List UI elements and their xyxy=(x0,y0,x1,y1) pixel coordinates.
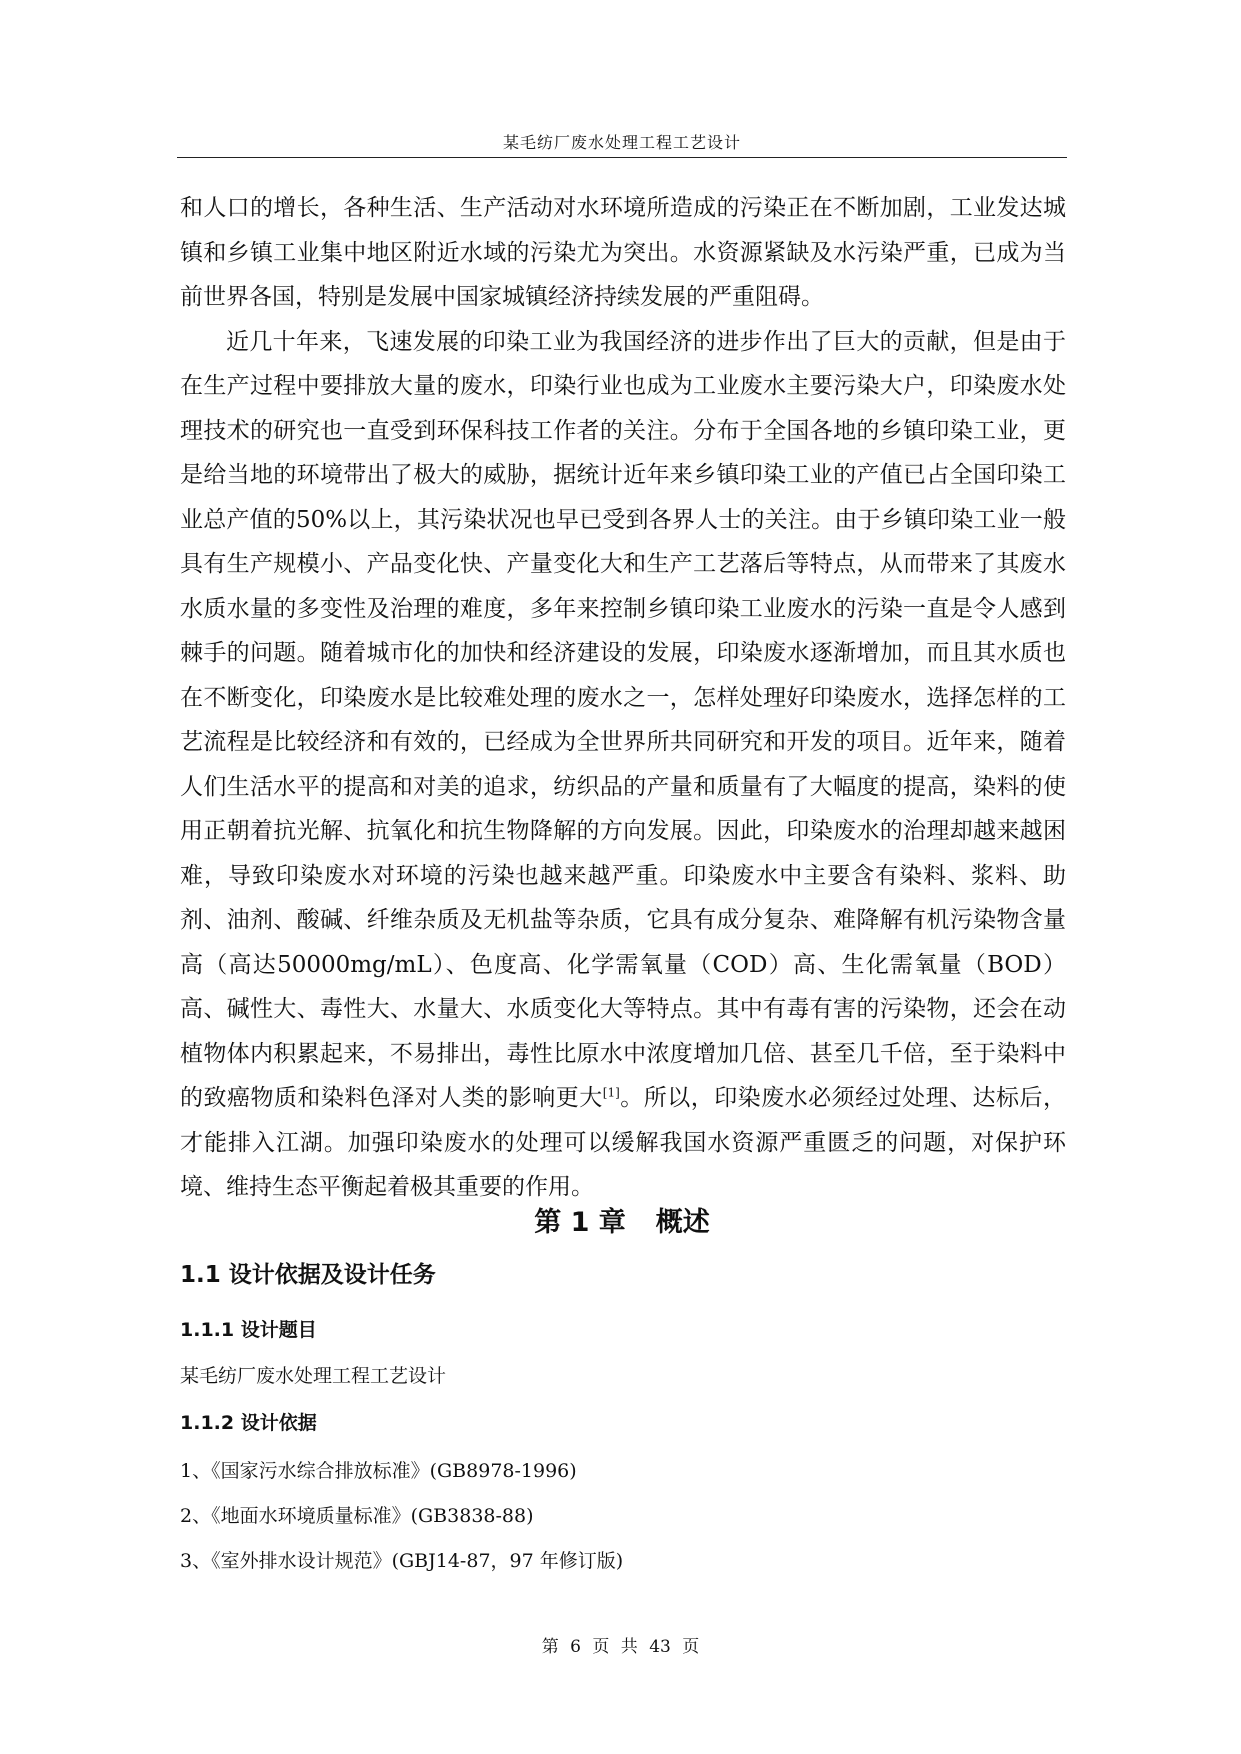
paragraph-2-part-a: 近几十年来，飞速发展的印染工业为我国经济的进步作出了巨大的贡献，但是由于在生产过程中要排放大量的废水，印染行业也成为工业废水主要污染大户，印染废水处理技术的研究也一直受到环保科技工作者的关注。分布于全国各地的乡镇印染工业，更是给当地的环境带出了极大的威胁，据统计近年来乡镇印染工业的产值已占全国印染工业总产值的50%以上，其污染状况也早已受到各界人士的关注。由于乡镇印染工业一般具有生产规模小、产品变化快、产量变化大和生产工艺落后等特点，从而带来了其废水水质水量的多变性及治理的难度，多年来控制乡镇印染工业废水的污染一直是令人感到棘手的问题。随着城市化的加快和经济建设的发展，印染废水逐渐增加，而且其水质也在不断变化，印染废水是比较难处理的废水之一，怎样处理好印染废水，选择怎样的工艺流程是比较经济和有效的，已经成为全世界所共同研究和开发的项目。近年来，随着人们生活水平的提高和对美的追求，纺织品的产量和质量有了大幅度的提高，染料的使用正朝着抗光解、抗氧化和抗生物降解的方向发展。因此，印染废水的治理却越来越困难，导致印染废水对环境的污染也越来越严重。印染废水中主要含有染料、浆料、助剂、油剂、酸碱、纤维杂质及无机盐等杂质，它具有成分复杂、难降解有机污染物含量高（高达50000mg/mL）、色度高、化学需氧量（COD）高、生化需氧量（BOD）高、碱性大、毒性大、水量大、水质变化大等特点。其中有毒有害的污染物，还会在动植物体内积累起来，不易排出，毒性比原水中浓度增加几倍、甚至几千倍，至于染料中的致癌物质和染料色泽对人类的影响更大 xyxy=(180,328,1066,1111)
paragraph-1: 和人口的增长，各种生活、生产活动对水环境所造成的污染正在不断加剧，工业发达城镇和乡镇工业集中地区附近水域的污染尤为突出。水资源紧缺及水污染严重，已成为当前世界各国，特别是发展中国家城镇经济持续发展的严重阻碍。 xyxy=(180,195,1066,310)
section-heading-1-1-2: 1.1.2 设计依据 xyxy=(180,1412,317,1434)
paragraph-2-part-b: 。所以，印染废水必须经过处理、达标后，才能排入江湖。加强印染废水的处理可以缓解我国水资源严重匮乏的问题，对保护环境、维持生态平衡起着极其重要的作用。 xyxy=(180,1085,1067,1200)
section-heading-1-1: 1.1 设计依据及设计任务 xyxy=(180,1262,436,1288)
body-text xyxy=(180,186,1066,1210)
section-heading-1-1-1: 1.1.1 设计题目 xyxy=(180,1319,317,1341)
reference-item-1: 1、《国家污水综合排放标准》(GB8978-1996) xyxy=(180,1460,577,1482)
page-header: 某毛纺厂废水处理工程工艺设计 xyxy=(177,130,1067,158)
design-topic-text: 某毛纺厂废水处理工程工艺设计 xyxy=(180,1365,447,1387)
chapter-title xyxy=(177,1200,1067,1239)
reference-item-2: 2、《地面水环境质量标准》(GB3838-88) xyxy=(180,1505,534,1527)
reference-item-3: 3、《室外排水设计规范》(GBJ14-87，97 年修订版) xyxy=(180,1550,624,1572)
chapter-name: 概述 xyxy=(655,1207,710,1238)
citation-ref[interactable]: [1] xyxy=(602,1085,620,1100)
chapter-number: 第 1 章 xyxy=(534,1207,626,1238)
page-footer: 第 6 页 共 43 页 xyxy=(541,1637,700,1657)
paragraph-2 xyxy=(180,320,1066,1210)
